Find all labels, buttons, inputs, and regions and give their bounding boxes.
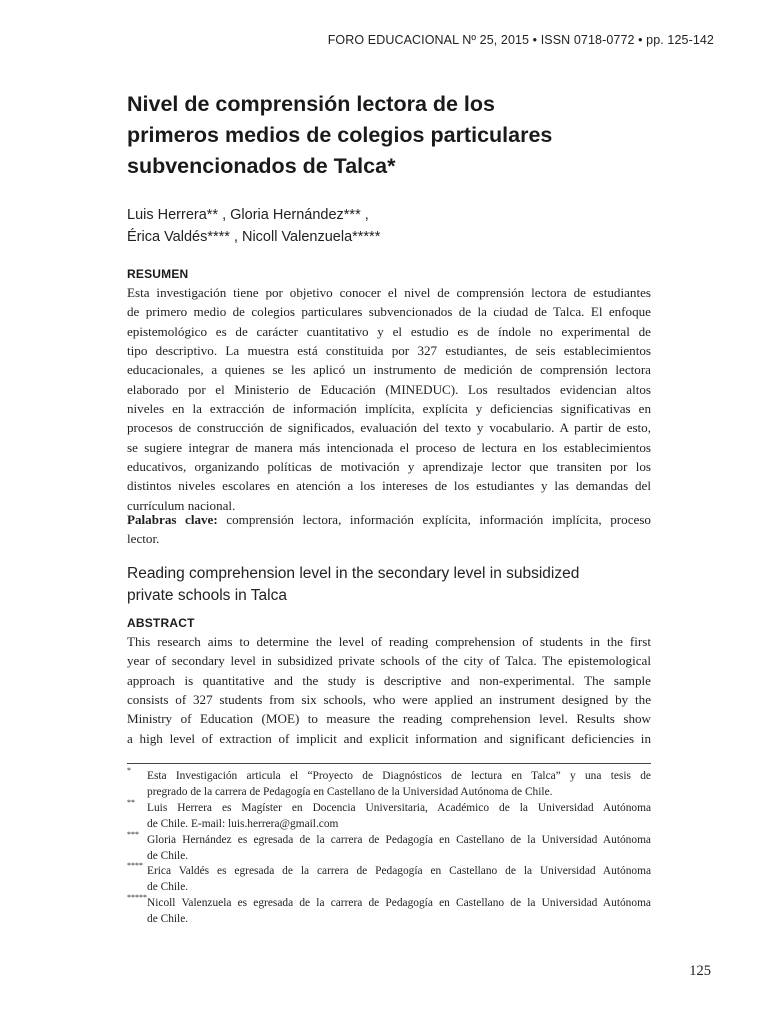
resumen-line: elaborado por el Ministerio de Educación (MINEDUC). Los resultados evidencian altos: [127, 381, 651, 397]
footnote-line: de Chile.: [147, 913, 189, 926]
resumen-line: educativos, organizando políticas de motivación y aprendizaje lector que transiten por los: [127, 459, 651, 475]
resumen-line: niveles en la extracción de información implícita, explícita y deficiencias significativas en: [127, 401, 651, 417]
footnote-mark: ****: [127, 861, 143, 871]
resumen-line: se sugiere integrar de manera más intencionada el proceso de lectura en los establecimientos: [127, 439, 651, 455]
author-line: Érica Valdés**** , Nicoll Valenzuela*****: [127, 229, 381, 245]
keywords-line: [127, 510, 651, 529]
footnote: [127, 766, 651, 801]
footnote-line: Gloria Hernández es egresada de la carrera de Pedagogía en Castellano de la Universidad Autónoma: [147, 833, 651, 846]
footnote-line: Erica Valdés es egresada de la carrera de Pedagogía en Castellano de la Universidad Autónoma: [147, 865, 651, 878]
footnote-divider: [127, 763, 651, 764]
footnote-mark: *****: [127, 893, 147, 903]
resumen-body: [127, 283, 651, 515]
footnote-line: de Chile.: [147, 881, 189, 894]
footnote-line: Luis Herrera es Magíster en Docencia Universitaria, Académico de la Universidad Autónoma: [147, 801, 651, 814]
footnote: [127, 829, 651, 865]
title-line: subvencionados de Talca*: [127, 154, 396, 178]
abstract-line: a high level of extraction of implicit and explicit information and significant deficiencies in: [127, 730, 651, 746]
title-line: primeros medios de colegios particulares: [127, 123, 553, 147]
abstract-body: [127, 632, 651, 748]
resumen-line: epistemológico es de carácter cuantitativo y el estudio es de índole no experimental de: [127, 323, 651, 339]
footnote: [127, 797, 651, 833]
footnote-line: de Chile. E-mail: luis.herrera@gmail.com: [147, 817, 339, 830]
footnote-line: de Chile.: [147, 849, 189, 862]
author-list: [127, 204, 667, 248]
footnotes: [127, 766, 651, 928]
english-title: [127, 563, 667, 607]
page-number: 125: [689, 963, 711, 979]
footnote-mark: ***: [127, 829, 139, 839]
keywords-line: lector.: [127, 531, 160, 547]
article-title: [127, 89, 687, 182]
resumen-line: procesos de construcción de significados, evaluación del texto y vocabulario. A partir de esto,: [127, 420, 651, 436]
footnote-line: Nicoll Valenzuela es egresada de la carrera de Pedagogía en Castellano de la Universidad Autónoma: [147, 897, 651, 910]
abstract-line: Ministry of Education (MOE) to measure the reading comprehension level. Results show: [127, 711, 651, 727]
abstract-line: consists of 327 students from six schools, who were applied an instrument designed by the: [127, 692, 651, 708]
resumen-line: tipo descriptivo. La muestra está constituida por 327 estudiantes, de seis establecimientos: [127, 343, 651, 359]
english-title-line: Reading comprehension level in the secondary level in subsidized: [127, 565, 580, 582]
resumen-line: educacionales, a quienes se les aplicó un instrumento de medición de comprensión lectora: [127, 362, 651, 378]
footnote: [127, 861, 651, 896]
abstract-line: year of secondary level in subsidized private schools of the city of Talca. The epistemological: [127, 653, 651, 669]
keywords-label: Palabras clave:: [127, 512, 218, 527]
abstract-line: This research aims to determine the level of reading comprehension of students in the first: [127, 634, 651, 649]
resumen-line: currículum nacional.: [127, 497, 236, 513]
keywords-text: comprensión lectora, información explícita, información implícita, proceso: [217, 512, 651, 527]
footnote-mark: *: [127, 766, 131, 775]
footnote-mark: **: [127, 797, 135, 807]
resumen-line: Esta investigación tiene por objetivo conocer el nivel de comprensión lectora de estudiantes: [127, 285, 651, 300]
abstract-line: approach is quantitative and the study is descriptive and non-experimental. The sample: [127, 672, 651, 688]
resumen-heading: RESUMEN: [127, 267, 189, 281]
title-line: Nivel de comprensión lectora de los: [127, 92, 495, 116]
footnote-line: pregrado de la carrera de Pedagogía en Castellano de la Universidad Autónoma de Chile.: [147, 785, 553, 798]
footnote-line: Esta Investigación articula el “Proyecto de Diagnósticos de lectura en Talca” y una tesis de: [147, 770, 651, 782]
footnote: [127, 893, 651, 928]
english-title-line: private schools in Talca: [127, 587, 287, 604]
keywords: [127, 510, 651, 549]
running-head: FORO EDUCACIONAL Nº 25, 2015 • ISSN 0718-0772 • pp. 125-142: [327, 33, 714, 47]
resumen-line: distintos niveles escolares en atención a los intereses de los estudiantes y las demandas del: [127, 478, 651, 494]
resumen-line: de primero medio de colegios particulares subvencionados de la ciudad de Talca. El enfoque: [127, 304, 651, 320]
author-line: Luis Herrera** , Gloria Hernández*** ,: [127, 207, 369, 223]
abstract-heading: ABSTRACT: [127, 616, 195, 630]
